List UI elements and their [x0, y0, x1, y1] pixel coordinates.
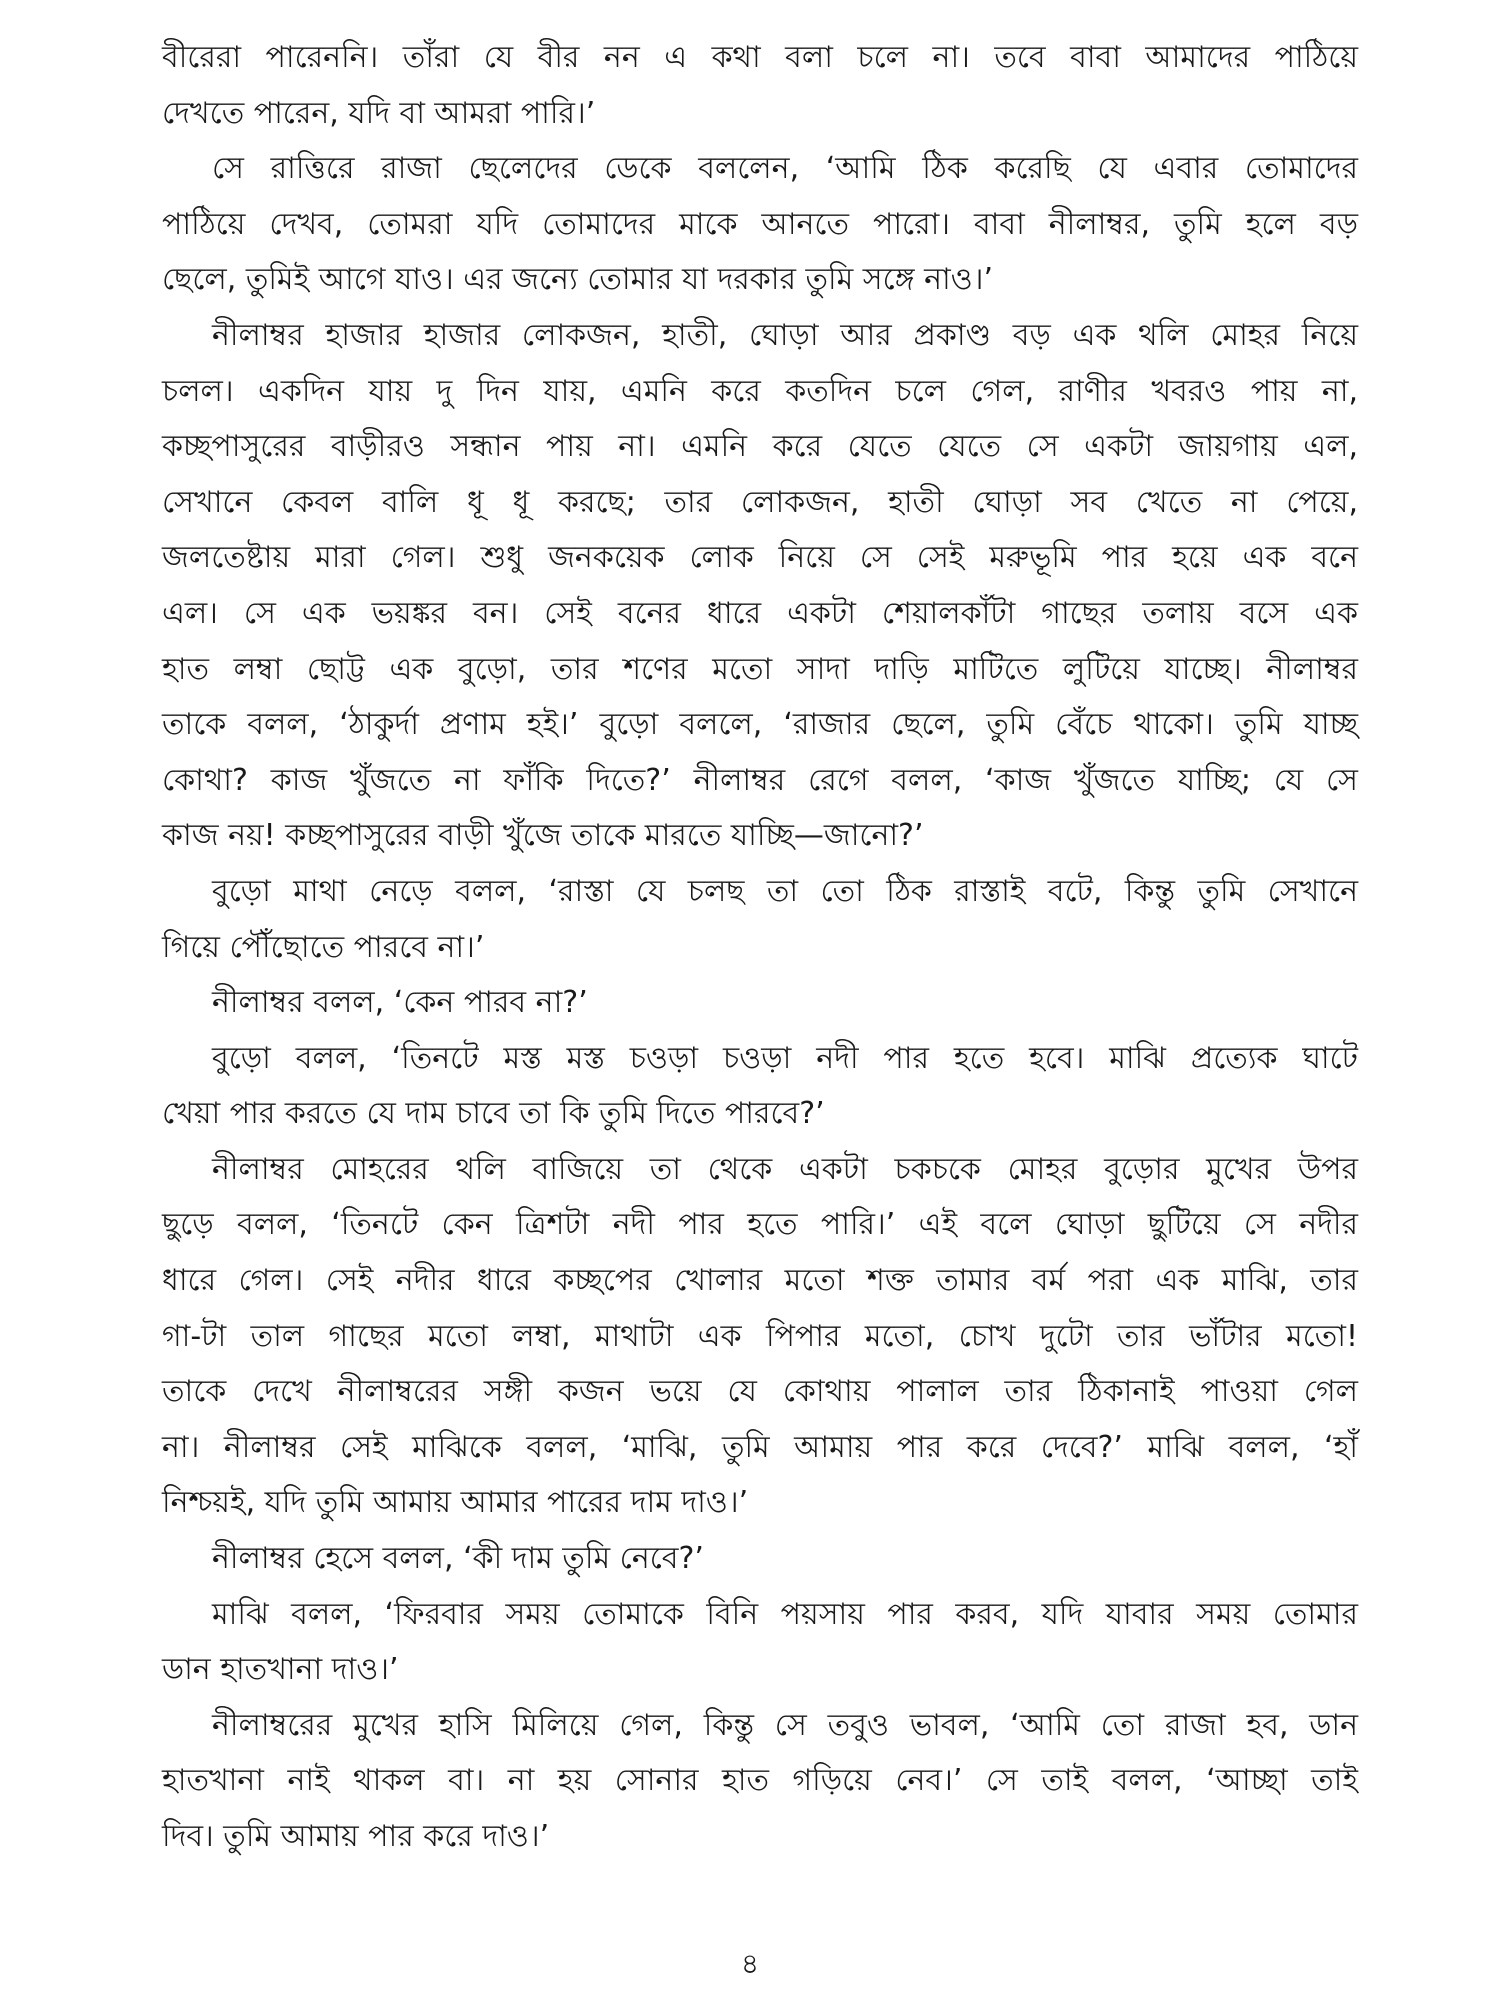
text-line: নীলাম্বরের মুখের হাসি মিলিয়ে গেল, কিন্তু সে তবুও ভাবল, ‘আমি তো রাজা হব, ডান [212, 1707, 1358, 1743]
paragraph [162, 1142, 1358, 1531]
text-line: হাত লম্বা ছোট্ট এক বুড়ো, তার শণের মতো সাদা দাড়ি মাটিতে লুটিয়ে যাচ্ছে। নীলাম্বর [162, 651, 1358, 687]
paragraph [162, 141, 1358, 308]
paragraph [162, 1698, 1358, 1865]
text-line: তাকে দেখে নীলাম্বরের সঙ্গী কজন ভয়ে যে কোথায় পালাল তার ঠিকানাই পাওয়া গেল [162, 1374, 1358, 1410]
text-line: বুড়ো মাথা নেড়ে বলল, ‘রাস্তা যে চলছ তা তো ঠিক রাস্তাই বটে, কিন্তু তুমি সেখানে [212, 873, 1358, 909]
text-line: নীলাম্বর বলল, ‘কেন পারব না?’ [212, 985, 588, 1021]
text-line: গিয়ে পৌঁছোতে পারবে না।’ [162, 929, 485, 965]
text-line: ধারে গেল। সেই নদীর ধারে কচ্ছপের খোলার মতো শক্ত তামার বর্ম পরা এক মাঝি, তার [162, 1263, 1358, 1299]
text-line: ছুড়ে বলল, ‘তিনটে কেন ত্রিশটা নদী পার হতে পারি।’ এই বলে ঘোড়া ছুটিয়ে সে নদীর [162, 1207, 1358, 1243]
paragraph [162, 30, 1358, 141]
text-line: বুড়ো বলল, ‘তিনটে মস্ত মস্ত চওড়া চওড়া নদী পার হতে হবে। মাঝি প্রত্যেক ঘাটে [212, 1040, 1358, 1076]
text-line: নীলাম্বর হেসে বলল, ‘কী দাম তুমি নেবে?’ [212, 1541, 704, 1577]
text-line: মাঝি বলল, ‘ফিরবার সময় তোমাকে বিনি পয়সায় পার করব, যদি যাবার সময় তোমার [212, 1596, 1358, 1632]
text-line: জলতেষ্টায় মারা গেল। শুধু জনকয়েক লোক নিয়ে সে সেই মরুভূমি পার হয়ে এক বনে [162, 540, 1358, 576]
text-line: দিব। তুমি আমায় পার করে দাও।’ [162, 1819, 550, 1854]
text-line: ছেলে, তুমিই আগে যাও। এর জন্যে তোমার যা দরকার তুমি সঙ্গে নাও।’ [162, 262, 994, 298]
text-line: না। নীলাম্বর সেই মাঝিকে বলল, ‘মাঝি, তুমি আমায় পার করে দেবে?’ মাঝি বলল, ‘হাঁ [162, 1429, 1358, 1465]
body-text [162, 30, 1358, 1865]
paragraph [162, 1031, 1358, 1142]
text-line: দেখতে পারেন, যদি বা আমরা পারি।’ [162, 95, 596, 131]
paragraph [162, 1587, 1358, 1698]
page-number: ৪ [740, 1947, 760, 1980]
text-line: কাজ নয়! কচ্ছপাসুরের বাড়ী খুঁজে তাকে মারতে যাচ্ছি—জানো?’ [162, 818, 924, 854]
paragraph [162, 308, 1358, 864]
text-line: হাতখানা নাই থাকল বা। না হয় সোনার হাত গড়িয়ে নেব।’ সে তাই বলল, ‘আচ্ছা তাই [162, 1763, 1358, 1799]
text-line: খেয়া পার করতে যে দাম চাবে তা কি তুমি দিতে পারবে?’ [162, 1096, 825, 1132]
text-line: সে রাত্তিরে রাজা ছেলেদের ডেকে বললেন, ‘আমি ঠিক করেছি যে এবার তোমাদের [212, 151, 1358, 187]
text-line: সেখানে কেবল বালি ধূ ধূ করছে; তার লোকজন, হাতী ঘোড়া সব খেতে না পেয়ে, [162, 484, 1358, 520]
text-line: কোথা? কাজ খুঁজতে না ফাঁকি দিতে?’ নীলাম্বর রেগে বলল, ‘কাজ খুঁজতে যাচ্ছি; যে সে [162, 762, 1358, 798]
paragraph [162, 1531, 1358, 1587]
text-line: ডান হাতখানা দাও।’ [162, 1652, 399, 1688]
paragraph [162, 975, 1358, 1031]
text-line: গা-টা তাল গাছের মতো লম্বা, মাথাটা এক পিপার মতো, চোখ দুটো তার ভাঁটার মতো! [162, 1318, 1358, 1354]
text-line: কচ্ছপাসুরের বাড়ীরও সন্ধান পায় না। এমনি করে যেতে যেতে সে একটা জায়গায় এল, [162, 429, 1358, 465]
text-line: বীরেরা পারেননি। তাঁরা যে বীর নন এ কথা বলা চলে না। তবে বাবা আমাদের পাঠিয়ে [162, 40, 1358, 75]
text-line: পাঠিয়ে দেখব, তোমরা যদি তোমাদের মাকে আনতে পারো। বাবা নীলাম্বর, তুমি হলে বড় [162, 206, 1358, 242]
text-line: তাকে বলল, ‘ঠাকুর্দা প্রণাম হই।’ বুড়ো বললে, ‘রাজার ছেলে, তুমি বেঁচে থাকো। তুমি যাচ্ছ [162, 707, 1358, 743]
text-line: নীলাম্বর মোহরের থলি বাজিয়ে তা থেকে একটা চকচকে মোহর বুড়োর মুখের উপর [212, 1151, 1358, 1187]
text-line: নীলাম্বর হাজার হাজার লোকজন, হাতী, ঘোড়া আর প্রকাণ্ড বড় এক থলি মোহর নিয়ে [212, 317, 1358, 353]
paragraph [162, 864, 1358, 975]
text-line: চলল। একদিন যায় দু দিন যায়, এমনি করে কতদিন চলে গেল, রাণীর খবরও পায় না, [162, 373, 1358, 409]
text-line: এল। সে এক ভয়ঙ্কর বন। সেই বনের ধারে একটা শেয়ালকাঁটা গাছের তলায় বসে এক [162, 595, 1358, 631]
text-line: নিশ্চয়ই, যদি তুমি আমায় আমার পারের দাম দাও।’ [162, 1485, 749, 1521]
